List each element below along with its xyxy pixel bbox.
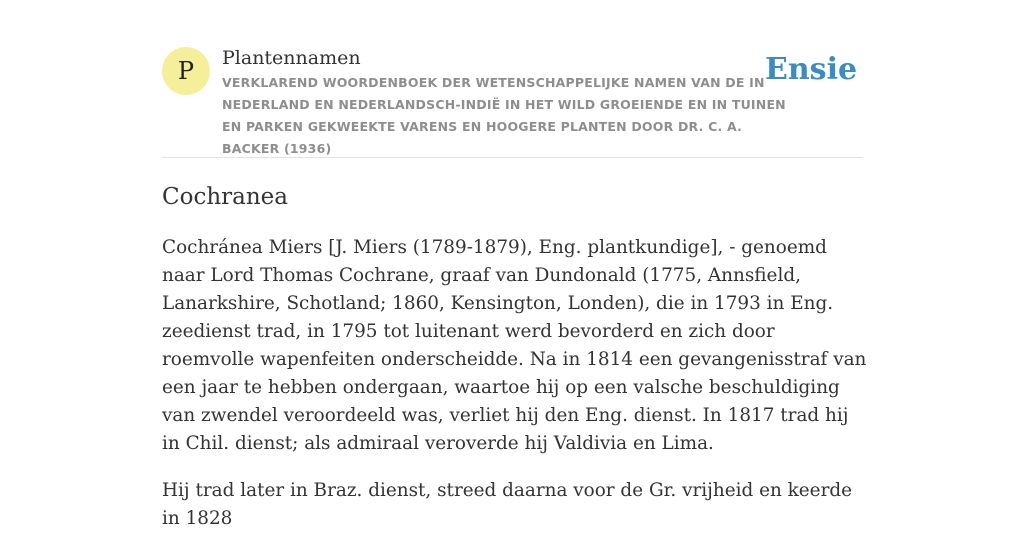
source-avatar[interactable]: P (162, 47, 210, 95)
entry-paragraph: Hij trad later in Braz. dienst, streed daarna voor de Gr. vrijheid en keerde in 1828 (162, 480, 853, 529)
entry-body (162, 234, 867, 552)
ensie-logo[interactable]: Ensie (765, 52, 858, 87)
source-title[interactable]: Plantennamen (222, 47, 361, 69)
source-description: VERKLAREND WOORDENBOEK DER WETENSCHAPPELIJKE NAMEN VAN DE IN NEDERLAND EN NEDERLANDSCH-INDIË IN HET WILD GROEIENDE EN IN TUINEN EN PARKEN GEKWEEKTE VARENS EN HOOGERE PLANTEN DOOR DR. C. A. BACKER (1936) (222, 75, 786, 156)
header-divider (162, 157, 863, 158)
entry-paragraph: Cochránea Miers [J. Miers (1789-1879), Eng. plantkundige], - genoemd naar Lord Thomas Cochrane, graaf van Dundonald (1775, Annsfield, Lanarkshire, Schotland; 1860, Kensington, Londen), die in 1793 in Eng. zeedienst trad, in 1795 tot luitenant werd bevorderd en zich door roemvolle wapenfeiten onderscheidde. Na in 1814 een gevangenisstraf van een jaar te hebben ondergaan, waartoe hij op een valsche beschuldiging van zwendel veroordeeld was, verliet hij den Eng. dienst. In 1817 trad hij in Chil. dienst; als admiraal veroverde hij Valdivia en Lima. (162, 237, 867, 454)
entry-title: Cochranea (162, 184, 288, 210)
